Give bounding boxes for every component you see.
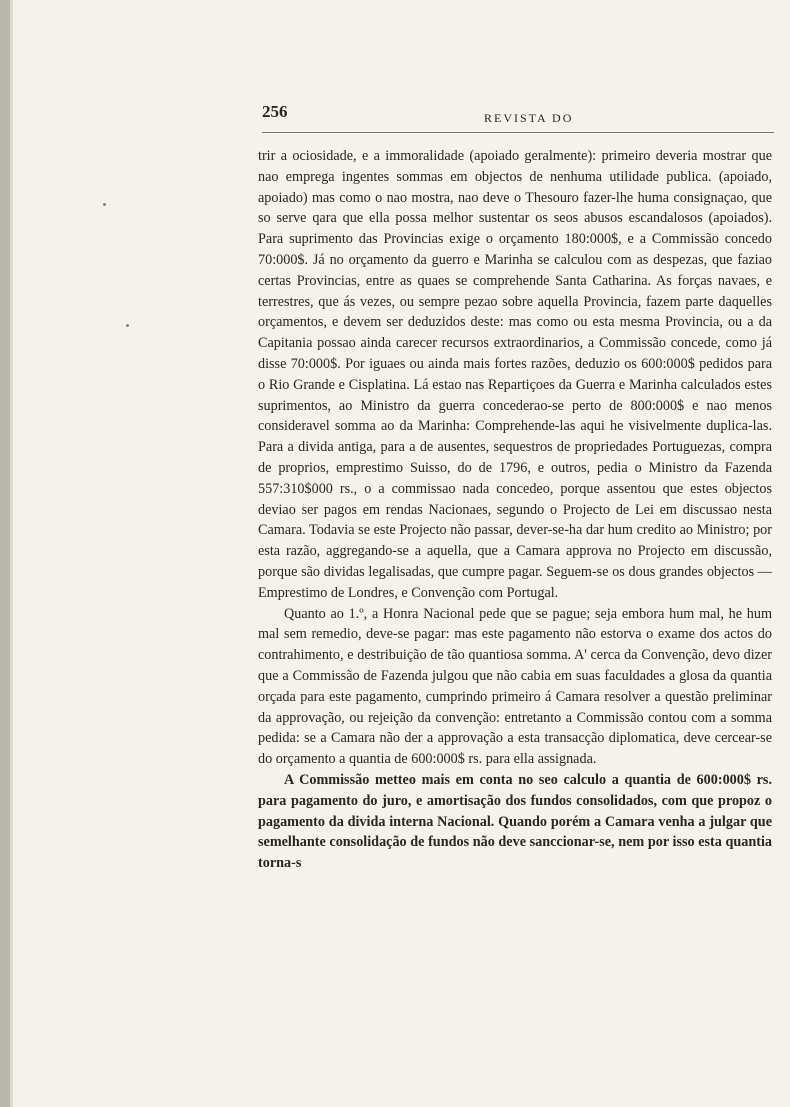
paragraph: trir a ociosidade, e a immoralidade (apoiado geralmente): primeiro deveria mostrar que nao emprega ingentes sommas em objectos de nenhuma utilidade publica. (apoiado, apoiado) mas como o nao mostra, nao deve o Thesouro fazer-lhe huma consignaçao, que so serve qara que ella possa melhor sustentar os seos abusos escandalosos (apoiados). Para suprimento das Provincias exige o orçamento 180:000$, e a Commissão concedo 70:000$. Já no orçamento da guerro e Marinha se calculou com as despezas, que faziao certas Provincias, entre as quaes se comprehende Santa Catharina. As forças navaes, e terrestres, que ás vezes, ou sempre pezao sobre aquella Provincia, fazem parte daquelles orçamentos, e devem ser deduzidos deste: mas como ou esta mesma Provincia, ou a da Capitania possao ainda carecer recursos extraordinarios, a Commissão concede, como já disse 70:000$. Por iguaes ou ainda mais fortes razões, deduzio os 600:000$ pedidos para o Rio Grande e Cisplatina. Lá estao nas Repartiçoes da Guerra e Marinha calculados estes suprimentos, ao Ministro da guerra concederao-se perto de 800:000$ e nao menos consideravel somma ao da Marinha: Comprehende-las aqui he visivelmente duplica-las. Para a divida antiga, para a de ausentes, sequestros de propriedades Portuguezas, compra de proprios, emprestimo Suisso, do de 1796, e outros, pedia o Ministro da Fazenda 557:310$000 rs., o a commissao nada concedeo, porque assentou que estes objectos deviao ser pagos em rendas Nacionaes, segundo o Projecto de Lei em discussao nesta Camara. Todavia se este Projecto não passar, dever-se-ha dar hum credito ao Ministro; por esta razão, aggregando-se a aquella, que a Camara approva no Projecto em discussão, porque são dividas legalisadas, que cumpre pagar. Seguem-se os dous grandes objectos — Emprestimo de Londres, e Convenção com Portugal.: [258, 148, 772, 601]
body-text: [258, 146, 772, 874]
page-binding-edge: [0, 0, 10, 1107]
paper-speck: [103, 203, 106, 206]
paper-speck: [126, 324, 129, 327]
paragraph: Quanto ao 1.º, a Honra Nacional pede que se pague; seja embora hum mal, he hum mal sem remedio, deve-se pagar: mas este pagamento não estorva o exame dos actos do contrahimento, e destribuição de tão quantiosa somma. A' cerca da Convenção, devo dizer que a Commissão de Fazenda julgou que não cabia em suas faculdades a glosa da quantia orçada para este pagamento, cumprindo primeiro á Camara resolver a questão preliminar da approvação, ou rejeição da convenção: entretanto a Commissão contou com a somma pedida: se a Camara não der a approvação a esta transacção diplomatica, deve cercear-se do orçamento a quantia de 600:000$ rs. para ella assignada.: [258, 605, 772, 768]
header-rule: [262, 132, 774, 133]
paragraph: A Commissão metteo mais em conta no seo calculo a quantia de 600:000$ rs. para pagamento do juro, e amortisação dos fundos consolidados, com que propoz o pagamento da divida interna Nacional. Quando porém a Camara venha a julgar que semelhante consolidação de fundos não deve sanccionar-se, nem por isso esta quantia torna-s: [258, 771, 772, 872]
page-number: 256: [262, 102, 288, 121]
running-title: REVISTA DO: [484, 111, 574, 125]
page-header: [262, 102, 772, 128]
page-binding-shadow: [10, 0, 13, 1107]
